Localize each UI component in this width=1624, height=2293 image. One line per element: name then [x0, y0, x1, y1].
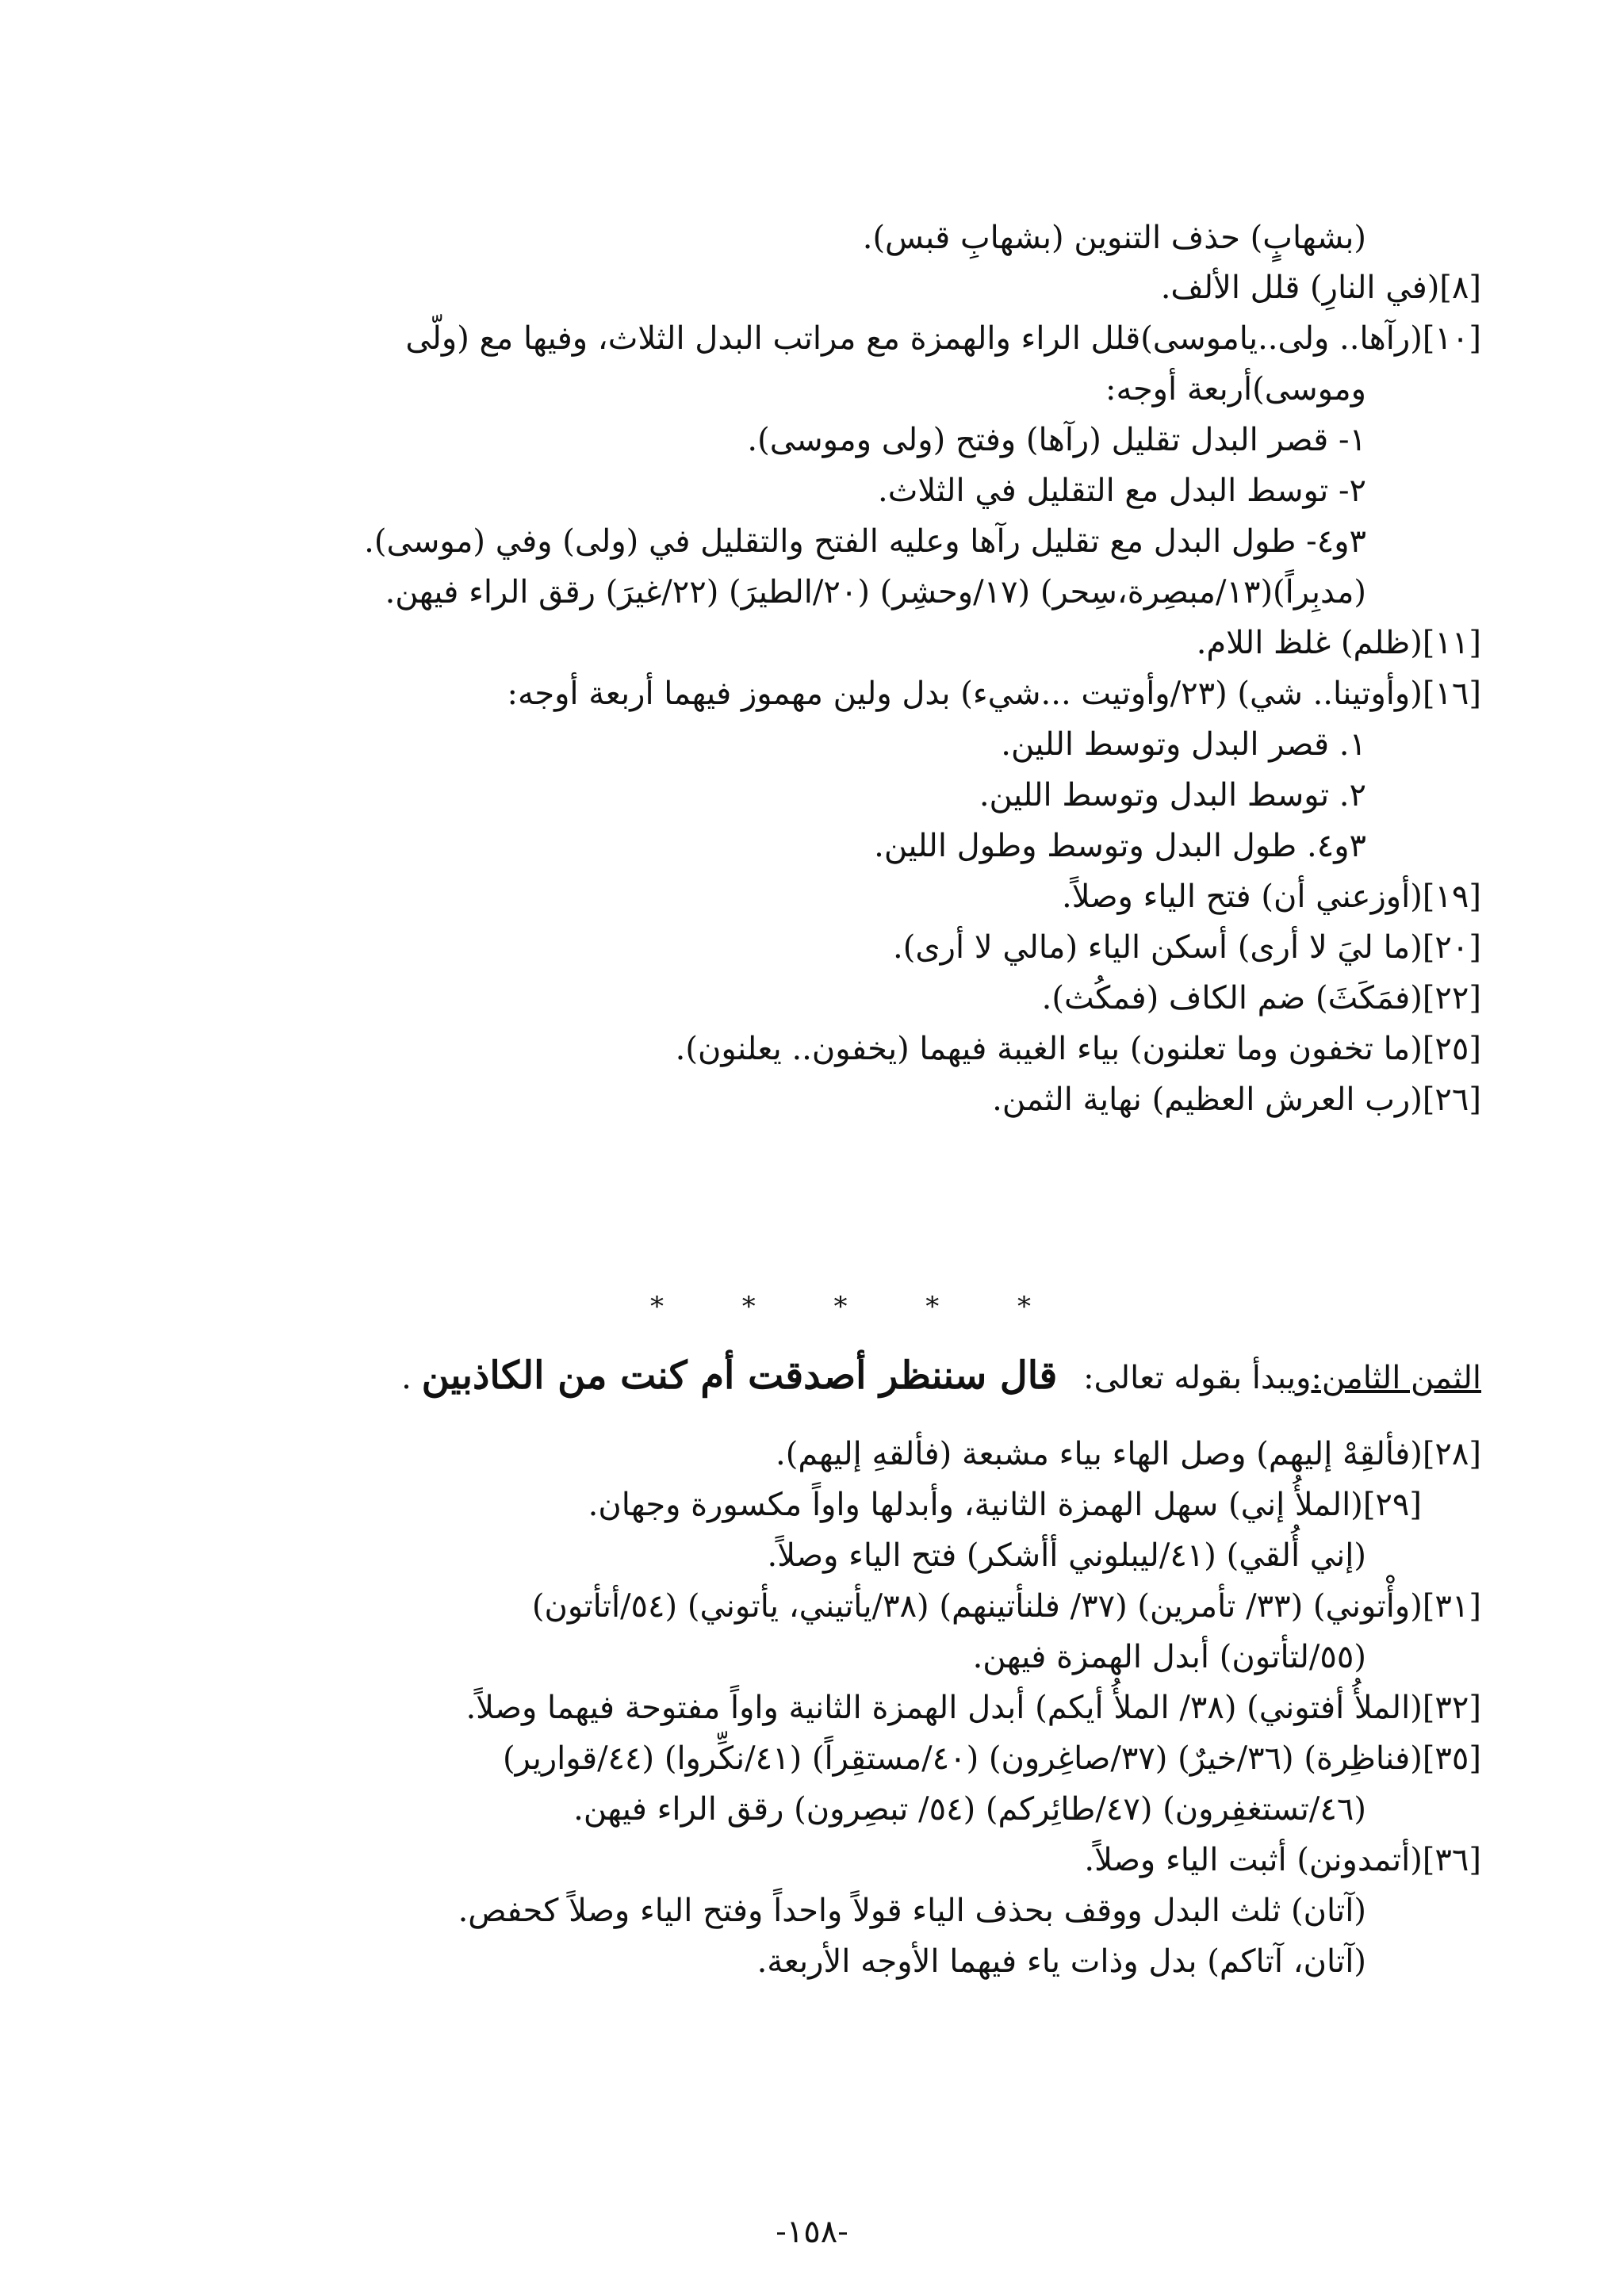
text-line: (بشهابٍ) حذف التنوين (بشهابِ قبس). — [862, 220, 1366, 256]
section-intro: ويبدأ بقوله تعالى: — [1083, 1360, 1312, 1396]
divider-star: * — [925, 1291, 940, 1323]
text-line: ٣و٤- طول البدل مع تقليل رآها وعليه الفتح والتقليل في (ولى) وفي (موسى). — [364, 523, 1366, 560]
text-line: [٣١](وأْتوني) (٣٣/ تأمرين) (٣٧/ فلنأتينهم) (٣٨/يأتيني، يأتوني) (٥٤/أتأتون) — [531, 1588, 1481, 1625]
text-line: [١٩](أوزعني أن) فتح الياء وصلاً. — [1061, 879, 1481, 915]
text-line: ٢. توسط البدل وتوسط اللين. — [979, 777, 1366, 813]
text-line: [٣٥](فناظِرة) (٣٦/خيرٌ) (٣٧/صاغِرون) (٤٠/مستقِراً) (٤١/نكِّروا) (٤٤/قوارير) — [503, 1740, 1481, 1777]
text-line: وموسى)أربعة أوجه: — [1105, 371, 1366, 408]
heading-dot: . — [401, 1360, 412, 1396]
page-number: -١٥٨- — [776, 2214, 848, 2250]
text-line: ١- قصر البدل تقليل (رآها) وفتح (ولى وموسى). — [747, 422, 1366, 458]
divider-star: * — [650, 1291, 664, 1323]
section-title: الثمن الثامن: — [1311, 1360, 1481, 1396]
divider-star: * — [833, 1291, 848, 1323]
text-line: [٨](في النارِ) قلل الألف. — [1160, 270, 1481, 306]
text-line: [٣٢](الملأُ أفتوني) (٣٨/ الملأُ أيكم) أبدل الهمزة الثانية واواً مفتوحة فيهما وصلاً. — [465, 1690, 1481, 1726]
divider-star: * — [1017, 1291, 1031, 1323]
text-line: [٢٩](الملأُ إني) سهل الهمزة الثانية، وأبدلها واواً مكسورة وجهان. — [588, 1487, 1422, 1523]
text-line: [٢٠](ما ليَ لا أرى) أسكن الياء (مالي لا أرى). — [893, 929, 1481, 966]
section-divider — [650, 1291, 1031, 1323]
text-line: ٣و٤. طول البدل وتوسط وطول اللين. — [874, 828, 1366, 864]
divider-star: * — [741, 1291, 756, 1323]
text-line: (آتان، آتاكم) بدل وذات ياء فيهما الأوجه الأربعة. — [756, 1943, 1366, 1980]
text-line: [٢٦](رب العرش العظيم) نهاية الثمن. — [992, 1081, 1481, 1118]
text-line: (إني أُلقي) (٤١/ليبلوني أأشكر) فتح الياء وصلاً. — [767, 1537, 1366, 1574]
section-heading — [401, 1348, 1481, 1406]
text-line: [١٦](وأوتينا.. شي) (٢٣/وأوتيت ...شيء) بدل ولين مهموز فيهما أربعة أوجه: — [507, 676, 1481, 712]
text-line: (مدبِراً)(١٣/مبصِرة،سِحر) (١٧/وحشِر) (٢٠/الطيرَ) (٢٢/غيرَ) رقق الراء فيهن. — [385, 574, 1366, 611]
text-line: [٢٢](فمَكَثَ) ضم الكاف (فمكُث). — [1041, 980, 1481, 1016]
text-line: (آتان) ثلث البدل ووقف بحذف الياء قولاً واحداً وفتح الياء وصلاً كحفص. — [458, 1893, 1366, 1929]
text-line: ١. قصر البدل وتوسط اللين. — [1001, 726, 1366, 763]
text-line: ٢- توسط البدل مع التقليل في الثلاث. — [878, 473, 1366, 509]
text-line: [١٠](رآها.. ولى..ياموسى)قلل الراء والهمزة مع مراتب البدل الثلاث، وفيها مع (ولّى — [405, 320, 1481, 357]
text-line: [٢٨](فألقِهْ إليهم) وصل الهاء بياء مشبعة (فألقهِ إليهم). — [776, 1436, 1481, 1472]
text-line: [٢٥](ما تخفون وما تعلنون) بياء الغيبة فيهما (يخفون.. يعلنون). — [675, 1031, 1481, 1067]
text-line: (٤٦/تستغفِرون) (٤٧/طائِركم) (٥٤/ تبصِرون) رقق الراء فيهن. — [573, 1791, 1366, 1828]
text-line: (٥٥/لتأتون) أبدل الهمزة فيهن. — [972, 1639, 1366, 1675]
text-line: [٣٦](أتمدونن) أثبت الياء وصلاً. — [1084, 1842, 1481, 1878]
text-line: [١١](ظلم) غلظ اللام. — [1196, 625, 1481, 661]
section-verse: قال سننظر أصدقت أم كنت من الكاذبين — [421, 1353, 1058, 1398]
